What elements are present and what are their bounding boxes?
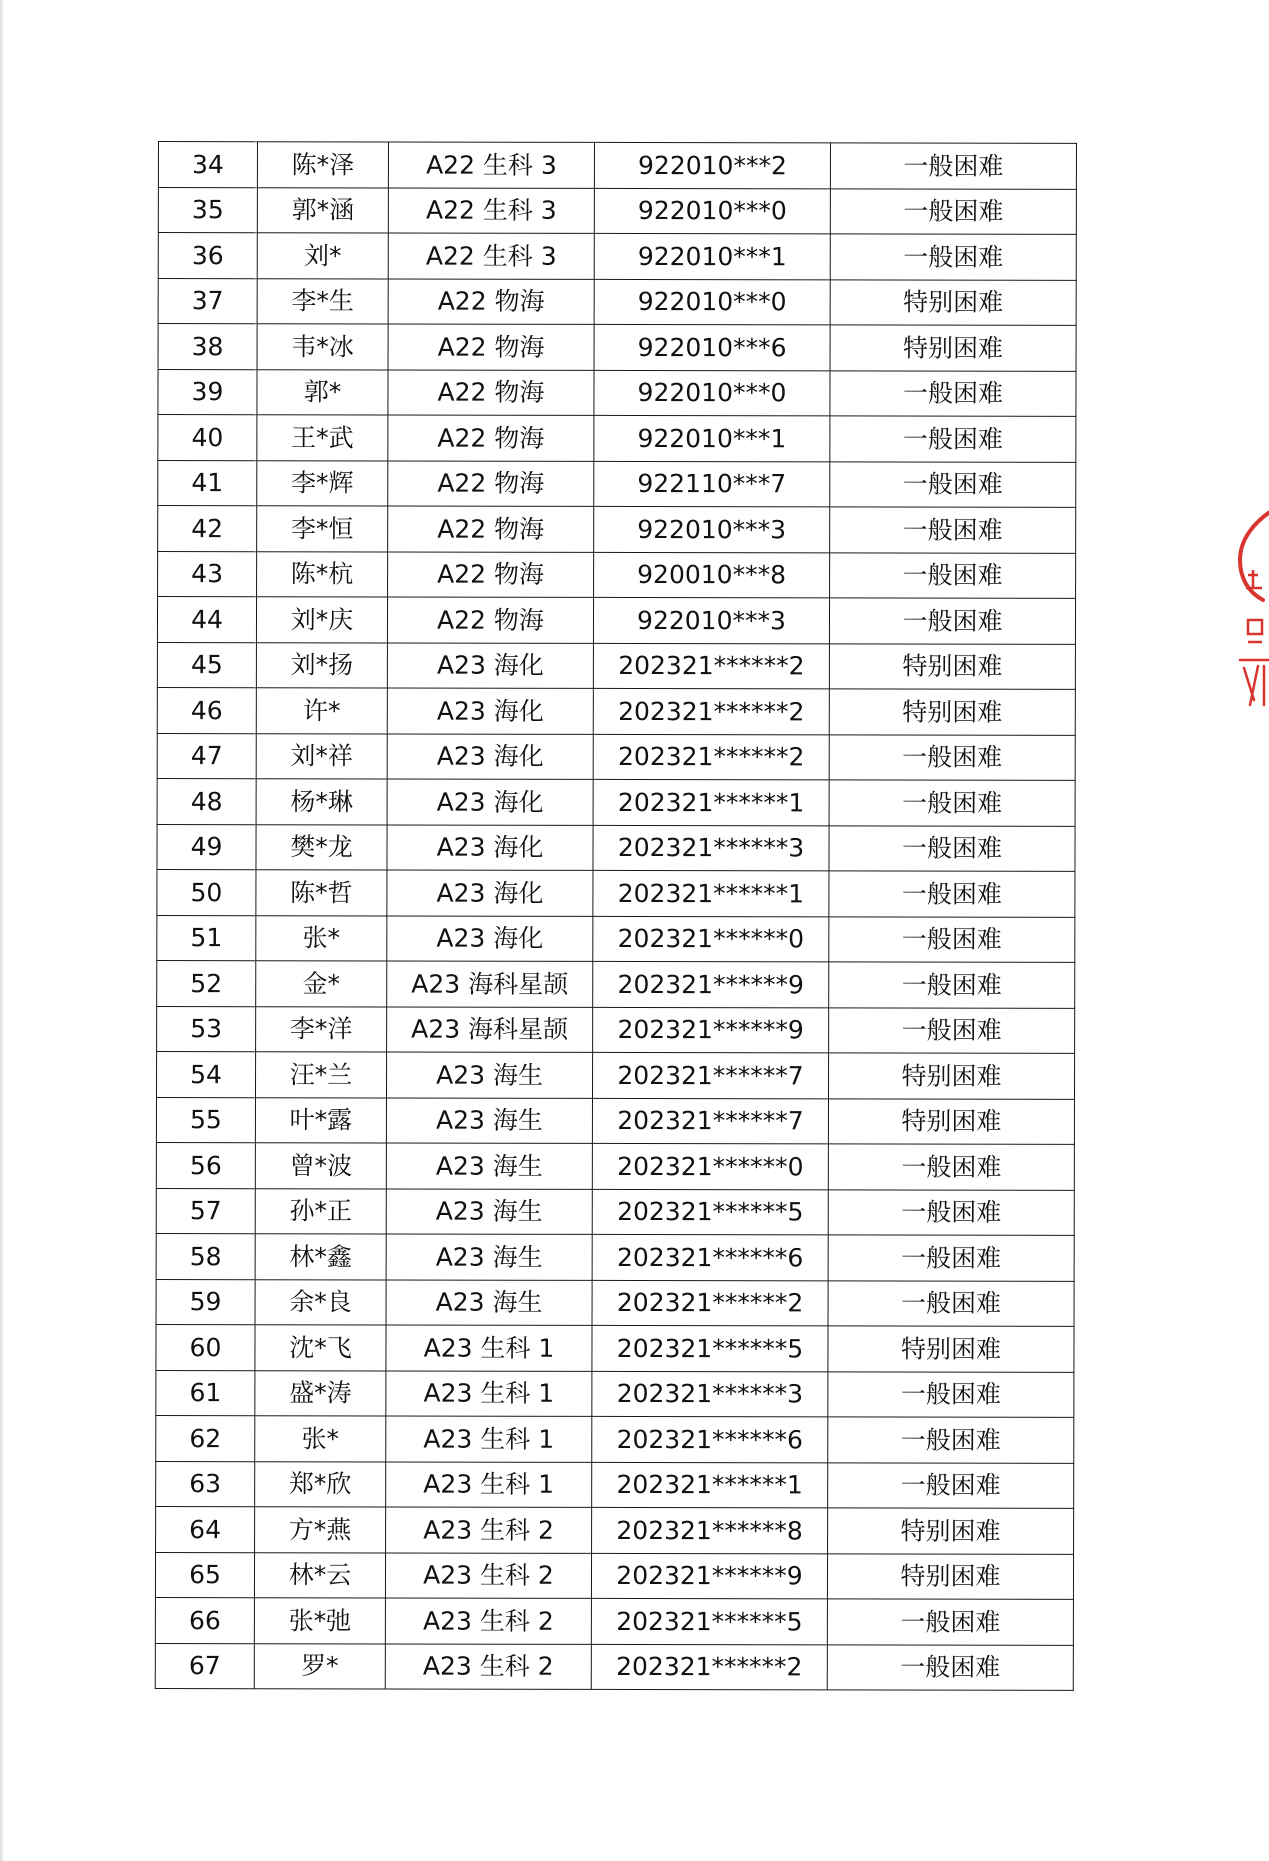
student-id-cell: 202321******8 xyxy=(592,1507,828,1553)
row-number-cell: 49 xyxy=(157,824,256,870)
student-name-cell: 李*洋 xyxy=(256,1006,387,1052)
table-row xyxy=(158,551,1076,598)
difficulty-level-cell: 一般困难 xyxy=(830,143,1076,189)
difficulty-level-cell: 一般困难 xyxy=(829,962,1075,1008)
row-number-cell: 54 xyxy=(156,1051,255,1097)
table-row xyxy=(158,233,1076,280)
class-name-cell: A22 物海 xyxy=(388,278,594,324)
student-name-cell: 林*云 xyxy=(254,1552,385,1598)
red-seal-stamp xyxy=(1218,500,1269,760)
table-row xyxy=(156,1233,1074,1280)
table-row xyxy=(155,1552,1073,1599)
table-row xyxy=(156,1097,1074,1144)
student-name-cell: 陈*哲 xyxy=(256,870,387,916)
table-row xyxy=(156,1324,1074,1371)
difficulty-level-cell: 一般困难 xyxy=(830,188,1076,234)
student-name-cell: 汪*兰 xyxy=(255,1052,386,1098)
student-name-cell: 刘*扬 xyxy=(256,642,387,688)
class-name-cell: A22 生科 3 xyxy=(388,187,594,233)
student-id-cell: 202321******7 xyxy=(592,1052,828,1098)
difficulty-level-cell: 一般困难 xyxy=(828,1371,1074,1417)
class-name-cell: A22 物海 xyxy=(388,551,594,597)
table-row xyxy=(157,778,1075,825)
student-name-cell: 樊*龙 xyxy=(256,824,387,870)
class-name-cell: A23 生科 1 xyxy=(386,1416,592,1462)
table-row xyxy=(157,597,1075,644)
table-row xyxy=(156,1142,1074,1189)
class-name-cell: A23 生科 2 xyxy=(386,1507,592,1553)
row-number-cell: 52 xyxy=(157,960,256,1006)
student-name-cell: 金* xyxy=(256,961,387,1007)
student-name-cell: 郑*欣 xyxy=(255,1461,386,1507)
difficulty-level-cell: 一般困难 xyxy=(828,1417,1074,1463)
student-id-cell: 202321******5 xyxy=(592,1325,828,1371)
student-name-cell: 林*鑫 xyxy=(255,1234,386,1280)
class-name-cell: A22 物海 xyxy=(388,415,594,461)
table-row xyxy=(157,960,1075,1007)
student-name-cell: 张* xyxy=(256,915,387,961)
student-id-cell: 202321******0 xyxy=(593,916,829,962)
class-name-cell: A23 海化 xyxy=(387,642,593,688)
table-row xyxy=(156,1506,1074,1553)
class-name-cell: A22 物海 xyxy=(388,369,594,415)
student-name-cell: 杨*琳 xyxy=(256,779,387,825)
student-id-cell: 202321******7 xyxy=(592,1098,828,1144)
student-id-cell: 202321******6 xyxy=(592,1234,828,1280)
table-row xyxy=(158,415,1076,462)
class-name-cell: A23 海化 xyxy=(387,733,593,779)
row-number-cell: 63 xyxy=(156,1461,255,1507)
difficulty-level-cell: 特别困难 xyxy=(829,643,1075,689)
difficulty-level-cell: 一般困难 xyxy=(830,461,1076,507)
student-id-cell: 202321******2 xyxy=(593,688,829,734)
class-name-cell: A23 生科 2 xyxy=(385,1643,591,1689)
student-id-cell: 202321******9 xyxy=(591,1553,827,1599)
student-id-cell: 202321******1 xyxy=(592,1462,828,1508)
page-edge xyxy=(0,0,4,1861)
row-number-cell: 57 xyxy=(156,1188,255,1234)
row-number-cell: 66 xyxy=(155,1597,254,1643)
difficulty-level-cell: 一般困难 xyxy=(829,1007,1075,1053)
difficulty-level-cell: 特别困难 xyxy=(827,1553,1073,1599)
row-number-cell: 44 xyxy=(157,597,256,643)
row-number-cell: 47 xyxy=(157,733,256,779)
student-id-cell: 202321******5 xyxy=(591,1598,827,1644)
student-name-cell: 郭*涵 xyxy=(257,187,388,233)
class-name-cell: A22 物海 xyxy=(388,506,594,552)
table-row xyxy=(156,1415,1074,1462)
table-row xyxy=(155,1643,1073,1690)
row-number-cell: 40 xyxy=(158,415,257,461)
row-number-cell: 55 xyxy=(156,1097,255,1143)
table-row xyxy=(158,142,1076,189)
difficulty-level-cell: 一般困难 xyxy=(829,825,1075,871)
class-name-cell: A23 海生 xyxy=(386,1097,592,1143)
student-name-cell: 刘*庆 xyxy=(256,597,387,643)
table-row xyxy=(156,1461,1074,1508)
student-difficulty-table xyxy=(155,141,1077,1691)
class-name-cell: A22 物海 xyxy=(387,597,593,643)
student-id-cell: 922010***6 xyxy=(594,324,830,370)
class-name-cell: A23 生科 2 xyxy=(385,1552,591,1598)
difficulty-level-cell: 一般困难 xyxy=(830,234,1076,280)
class-name-cell: A23 海化 xyxy=(387,824,593,870)
student-name-cell: 张*弛 xyxy=(254,1598,385,1644)
row-number-cell: 45 xyxy=(157,642,256,688)
difficulty-level-cell: 特别困难 xyxy=(828,1053,1074,1099)
class-name-cell: A23 海生 xyxy=(386,1052,592,1098)
difficulty-level-cell: 特别困难 xyxy=(829,689,1075,735)
student-name-cell: 王*武 xyxy=(257,415,388,461)
student-name-cell: 罗* xyxy=(254,1643,385,1689)
table-row xyxy=(157,1006,1075,1053)
table-row xyxy=(157,915,1075,962)
student-id-cell: 202321******1 xyxy=(593,870,829,916)
student-name-cell: 方*燕 xyxy=(255,1507,386,1553)
row-number-cell: 58 xyxy=(156,1233,255,1279)
class-name-cell: A22 物海 xyxy=(388,324,594,370)
table-body xyxy=(155,142,1076,1691)
row-number-cell: 34 xyxy=(158,142,257,188)
row-number-cell: 37 xyxy=(158,278,257,324)
student-id-cell: 922010***0 xyxy=(594,279,830,325)
difficulty-level-cell: 特别困难 xyxy=(828,1326,1074,1372)
row-number-cell: 48 xyxy=(157,778,256,824)
student-id-cell: 202321******3 xyxy=(593,825,829,871)
table-row xyxy=(157,824,1075,871)
difficulty-level-cell: 一般困难 xyxy=(829,916,1075,962)
class-name-cell: A22 物海 xyxy=(388,460,594,506)
class-name-cell: A23 生科 1 xyxy=(386,1461,592,1507)
class-name-cell: A23 生科 1 xyxy=(386,1370,592,1416)
table-row xyxy=(157,733,1075,780)
difficulty-level-cell: 一般困难 xyxy=(828,1462,1074,1508)
class-name-cell: A23 生科 2 xyxy=(385,1598,591,1644)
difficulty-level-cell: 一般困难 xyxy=(827,1644,1073,1690)
student-id-cell: 202321******1 xyxy=(593,779,829,825)
student-id-cell: 202321******6 xyxy=(592,1416,828,1462)
difficulty-level-cell: 特别困难 xyxy=(830,325,1076,371)
student-name-cell: 韦*冰 xyxy=(257,324,388,370)
student-name-cell: 曾*波 xyxy=(255,1143,386,1189)
class-name-cell: A23 海化 xyxy=(387,688,593,734)
table-row xyxy=(158,369,1076,416)
class-name-cell: A23 海生 xyxy=(386,1188,592,1234)
student-id-cell: 922010***3 xyxy=(594,506,830,552)
student-id-cell: 922010***2 xyxy=(594,142,830,188)
student-id-cell: 922010***3 xyxy=(593,597,829,643)
table-row xyxy=(158,278,1076,325)
row-number-cell: 51 xyxy=(157,915,256,961)
student-name-cell: 陈*杭 xyxy=(257,551,388,597)
row-number-cell: 62 xyxy=(156,1415,255,1461)
student-id-cell: 202321******5 xyxy=(592,1189,828,1235)
student-id-cell: 922010***1 xyxy=(594,415,830,461)
student-name-cell: 沈*飞 xyxy=(255,1325,386,1371)
class-name-cell: A23 海化 xyxy=(387,779,593,825)
student-name-cell: 李*辉 xyxy=(257,460,388,506)
row-number-cell: 42 xyxy=(158,506,257,552)
table-row xyxy=(158,460,1076,507)
student-name-cell: 李*生 xyxy=(257,278,388,324)
table-row xyxy=(157,687,1075,734)
difficulty-level-cell: 一般困难 xyxy=(828,1144,1074,1190)
difficulty-level-cell: 一般困难 xyxy=(830,370,1076,416)
student-id-cell: 922010***0 xyxy=(594,188,830,234)
class-name-cell: A23 海科星颉 xyxy=(387,961,593,1007)
table-row xyxy=(155,1597,1073,1644)
student-name-cell: 孙*正 xyxy=(255,1188,386,1234)
class-name-cell: A23 海生 xyxy=(386,1234,592,1280)
difficulty-level-cell: 一般困难 xyxy=(828,1280,1074,1326)
student-name-cell: 叶*露 xyxy=(255,1097,386,1143)
row-number-cell: 50 xyxy=(157,869,256,915)
row-number-cell: 67 xyxy=(155,1643,254,1689)
student-name-cell: 余*良 xyxy=(255,1279,386,1325)
student-id-cell: 202321******9 xyxy=(593,961,829,1007)
row-number-cell: 43 xyxy=(158,551,257,597)
student-id-cell: 202321******9 xyxy=(593,1007,829,1053)
difficulty-level-cell: 特别困难 xyxy=(828,1098,1074,1144)
class-name-cell: A22 生科 3 xyxy=(388,233,594,279)
table-row xyxy=(158,187,1076,234)
student-name-cell: 许* xyxy=(256,688,387,734)
difficulty-level-cell: 一般困难 xyxy=(830,507,1076,553)
difficulty-level-cell: 一般困难 xyxy=(829,871,1075,917)
row-number-cell: 41 xyxy=(158,460,257,506)
student-name-cell: 张* xyxy=(255,1416,386,1462)
table-row xyxy=(158,324,1076,371)
class-name-cell: A23 海生 xyxy=(386,1143,592,1189)
class-name-cell: A23 海生 xyxy=(386,1279,592,1325)
class-name-cell: A23 海化 xyxy=(387,870,593,916)
difficulty-level-cell: 一般困难 xyxy=(830,416,1076,462)
class-name-cell: A23 海化 xyxy=(387,915,593,961)
difficulty-level-cell: 特别困难 xyxy=(830,279,1076,325)
student-name-cell: 陈*泽 xyxy=(257,142,388,188)
class-name-cell: A23 生科 1 xyxy=(386,1325,592,1371)
student-id-cell: 202321******2 xyxy=(591,1644,827,1690)
row-number-cell: 46 xyxy=(157,687,256,733)
row-number-cell: 53 xyxy=(157,1006,256,1052)
student-id-cell: 922110***7 xyxy=(594,461,830,507)
table-row xyxy=(157,642,1075,689)
row-number-cell: 59 xyxy=(156,1279,255,1325)
row-number-cell: 39 xyxy=(158,369,257,415)
table-row xyxy=(158,506,1076,553)
student-id-cell: 202321******2 xyxy=(592,1280,828,1326)
student-id-cell: 202321******3 xyxy=(592,1371,828,1417)
difficulty-level-cell: 一般困难 xyxy=(827,1599,1073,1645)
student-name-cell: 刘* xyxy=(257,233,388,279)
difficulty-level-cell: 一般困难 xyxy=(830,552,1076,598)
difficulty-level-cell: 一般困难 xyxy=(829,598,1075,644)
class-name-cell: A23 海科星颉 xyxy=(387,1006,593,1052)
student-id-cell: 920010***8 xyxy=(594,552,830,598)
student-id-cell: 922010***1 xyxy=(594,233,830,279)
table-row xyxy=(156,1279,1074,1326)
student-id-cell: 922010***0 xyxy=(594,370,830,416)
row-number-cell: 36 xyxy=(158,233,257,279)
class-name-cell: A22 生科 3 xyxy=(388,142,594,188)
row-number-cell: 60 xyxy=(156,1324,255,1370)
table-row xyxy=(156,1370,1074,1417)
row-number-cell: 35 xyxy=(158,187,257,233)
student-name-cell: 盛*涛 xyxy=(255,1370,386,1416)
table-row xyxy=(157,869,1075,916)
row-number-cell: 38 xyxy=(158,324,257,370)
difficulty-level-cell: 一般困难 xyxy=(828,1235,1074,1281)
row-number-cell: 64 xyxy=(156,1506,255,1552)
table-row xyxy=(156,1188,1074,1235)
row-number-cell: 61 xyxy=(156,1370,255,1416)
student-name-cell: 刘*祥 xyxy=(256,733,387,779)
student-name-cell: 郭* xyxy=(257,369,388,415)
student-id-cell: 202321******2 xyxy=(593,643,829,689)
row-number-cell: 65 xyxy=(155,1552,254,1598)
difficulty-level-cell: 一般困难 xyxy=(828,1189,1074,1235)
difficulty-level-cell: 特别困难 xyxy=(828,1508,1074,1554)
table-row xyxy=(156,1051,1074,1098)
student-name-cell: 李*恒 xyxy=(257,506,388,552)
student-id-cell: 202321******2 xyxy=(593,734,829,780)
difficulty-level-cell: 一般困难 xyxy=(829,734,1075,780)
student-id-cell: 202321******0 xyxy=(592,1143,828,1189)
difficulty-level-cell: 一般困难 xyxy=(829,780,1075,826)
row-number-cell: 56 xyxy=(156,1142,255,1188)
